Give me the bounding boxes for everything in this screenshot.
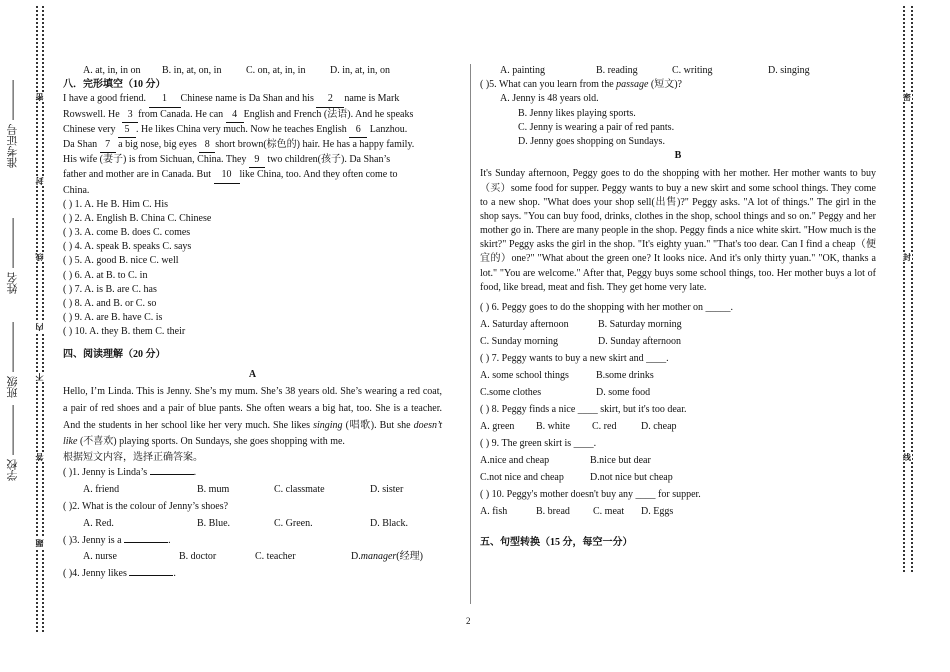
sentence-transformation-title: 五、句型转换（15 分，每空一分） bbox=[480, 537, 633, 548]
name-underline bbox=[13, 218, 14, 268]
cloze-question[interactable]: ( ) 4. A. speak B. speaks C. says bbox=[63, 241, 192, 253]
q3-option-a[interactable]: A. nurse bbox=[83, 551, 117, 563]
cloze-blank-2[interactable]: 2 bbox=[316, 92, 344, 107]
q2-option-d[interactable]: D. Black. bbox=[370, 517, 409, 529]
question-5[interactable] bbox=[480, 78, 876, 92]
question-4[interactable]: ( )4. Jenny likes bbox=[63, 568, 127, 580]
cloze-section-title: 八．完形填空（10 分） bbox=[63, 79, 166, 91]
option-a: A. at, in, in on bbox=[83, 65, 141, 76]
cloze-text: name is Mark bbox=[344, 93, 400, 105]
question-10[interactable]: ( ) 10. Peggy's mother doesn't buy any ____ for supper. bbox=[480, 489, 701, 500]
q1-option-b[interactable]: B. mum bbox=[197, 484, 230, 496]
cloze-question[interactable]: ( ) 1. A. He B. Him C. His bbox=[63, 198, 168, 210]
exam-number-underline bbox=[13, 80, 14, 120]
question-5-suffix: (短文)? bbox=[648, 79, 682, 91]
cloze-text: father and mother are in Canada. But bbox=[63, 169, 211, 181]
q10-option-a[interactable]: A. fish bbox=[480, 506, 508, 517]
previous-question-options bbox=[63, 64, 442, 78]
question-6[interactable]: ( ) 6. Peggy goes to do the shopping with her mother on _____. bbox=[480, 302, 734, 313]
seal-word: 不 bbox=[35, 373, 44, 381]
cloze-passage bbox=[63, 92, 442, 197]
cloze-question[interactable]: ( ) 10. A. they B. them C. their bbox=[63, 326, 186, 338]
cloze-blank-1[interactable]: 1 bbox=[149, 92, 181, 107]
q9-option-a[interactable]: A.nice and cheap bbox=[480, 455, 550, 466]
cloze-question[interactable]: ( ) 9. A. are B. have C. is bbox=[63, 312, 163, 324]
answer-blank-3[interactable] bbox=[124, 542, 168, 543]
passage-b: It's Sunday afternoon, Peggy goes to do the shopping with her mother. Her mother wants to buy（买）some food for supper. Peggy wants to buy a new skirt and some school things. They come to a new shop. "What does your shop sell(出售)?" Peggy asks. "A lot of things." The girl in the shop says. "You can buy food, drinks, clothes in the shop, school things and so on." Peggy and her mother go in. There are many people in the shop. Peggy finds a nice white skirt. "How much is the skirt?" Peggy asks the girl in the shop. "It's eighty yuan." "That's too dear. Can I find a cheap（便宜的）one?" "What about the green one? It looks nice. And it's only thirty yuan." "OK, thanks a lot." "You are welcome." After that, Peggy buys some school things, too. Her mother buys a lot of food, like bread, meat and fish. They get home very late. bbox=[480, 168, 876, 293]
q7-option-c[interactable]: C.some clothes bbox=[480, 387, 542, 398]
cloze-text: China. bbox=[63, 184, 90, 196]
page-number: 2 bbox=[466, 616, 471, 626]
passage-a-text: (唱歌). But she bbox=[342, 419, 414, 431]
cloze-text: Lanzhou. bbox=[369, 123, 408, 135]
q8-option-a[interactable]: A. green bbox=[480, 421, 515, 432]
q3-option-d-prefix: D. bbox=[351, 551, 361, 563]
q8-option-b[interactable]: B. white bbox=[536, 421, 570, 432]
question-5-italic: passage bbox=[616, 79, 649, 91]
q4-option-d[interactable]: D. singing bbox=[768, 65, 810, 76]
q8-option-d[interactable]: D. cheap bbox=[641, 421, 677, 432]
cloze-question[interactable]: ( ) 8. A. and B. or C. so bbox=[63, 298, 157, 309]
exam-number-field bbox=[6, 80, 22, 168]
cloze-blank-4[interactable]: 4 bbox=[226, 108, 244, 123]
name-label: 姓名 bbox=[7, 272, 19, 294]
passage-a-italic: doesn’t like bbox=[63, 419, 442, 448]
seal-word: 密 bbox=[35, 93, 44, 101]
q3-option-d-italic: manager bbox=[360, 551, 397, 563]
question-5-text: ( )5. What can you learn from the bbox=[480, 79, 617, 91]
cloze-question[interactable]: ( ) 2. A. English B. China C. Chinese bbox=[63, 212, 212, 224]
answer-blank-4[interactable] bbox=[129, 575, 173, 576]
q5-option-c[interactable]: C. Jenny is wearing a pair of red pants. bbox=[518, 121, 675, 133]
seal-word: 线 bbox=[35, 253, 44, 261]
seal-word-right: 密 bbox=[902, 93, 912, 101]
cloze-blank-7[interactable]: 7 bbox=[100, 138, 116, 153]
q1-option-a[interactable]: A. friend bbox=[83, 484, 120, 496]
question-7[interactable]: ( ) 7. Peggy wants to buy a new skirt and ____. bbox=[480, 353, 669, 364]
cloze-blank-9[interactable]: 9 bbox=[249, 153, 265, 168]
class-field bbox=[6, 322, 22, 398]
cloze-question[interactable]: ( ) 6. A. at B. to C. in bbox=[63, 269, 148, 281]
q5-option-d[interactable]: D. Jenny goes shopping on Sundays. bbox=[518, 135, 665, 147]
passage-a-italic: singing bbox=[313, 419, 343, 431]
cloze-text: two children(孩子). Da Shan’s bbox=[267, 154, 391, 166]
cloze-text: Da Shan bbox=[63, 138, 98, 150]
q6-option-a[interactable]: A. Saturday afternoon bbox=[480, 319, 569, 330]
seal-word-right: 封 bbox=[902, 253, 912, 261]
q3-option-d-suffix: (经理) bbox=[396, 551, 423, 563]
passage-a-label: A bbox=[248, 368, 257, 380]
question-8[interactable]: ( ) 8. Peggy finds a nice ____ skirt, but it's too dear. bbox=[480, 404, 687, 415]
q2-option-a[interactable]: A. Red. bbox=[83, 517, 114, 529]
name-field bbox=[6, 218, 22, 294]
question-1[interactable]: ( )1. Jenny is Linda’s bbox=[63, 467, 148, 479]
cloze-blank-3[interactable]: 3 bbox=[122, 108, 138, 123]
cloze-text: Chinese name is Da Shan and his bbox=[180, 93, 314, 105]
q7-option-a[interactable]: A. some school things bbox=[480, 370, 569, 381]
q1-option-c[interactable]: C. classmate bbox=[274, 484, 325, 496]
cloze-text: a big nose, big eyes bbox=[118, 138, 197, 150]
cloze-question[interactable]: ( ) 3. A. come B. does C. comes bbox=[63, 227, 191, 239]
school-label: 学校 bbox=[7, 459, 19, 481]
answer-blank-1[interactable] bbox=[150, 474, 194, 475]
class-label: 班级 bbox=[7, 376, 19, 398]
option-c: C. on, at, in, in bbox=[246, 65, 306, 76]
q10-option-b[interactable]: B. bread bbox=[536, 506, 570, 517]
option-b: B. in, at, on, in bbox=[162, 65, 222, 76]
column-divider bbox=[470, 64, 471, 604]
q7-option-b[interactable]: B.some drinks bbox=[596, 370, 654, 381]
q5-option-b[interactable]: B. Jenny likes playing sports. bbox=[518, 107, 636, 119]
q6-option-d[interactable]: D. Sunday afternoon bbox=[598, 336, 682, 347]
exam-number-label: 准考证号 bbox=[7, 124, 19, 168]
cloze-text: Rowswell. He bbox=[63, 108, 120, 120]
left-column: A. at, in, in on B. in, at, on, in C. on, at, in, in D. in, at, in, on 八．完形填空（10 分） I have a good friend. 1 Chinese name is Da Shan and his 2 name is Mark Rowswell. He 3 from Canada. He can 4 English and French (法语). And he speaks Chinese very 5 . He likes China very much. Now he teaches English 6 Lanzhou. Da Shan 7 a big nose, big eyes 8 short brown(棕色的) hair. He has a happy family. His wife (妻子) is from Sichuan, China. They 9 two children(孩子). Da Shan’s father and mother are in Canada. But 10 like China, too. And they often come to China. ( ) 1. A. He B. Him C. His ( ) 2. A. English B. China C. Chinese ( ) 3. A. come B. does C. comes ( ) 4. A. speak B. speaks C. says ( ) 5. A. good B. nice C. well ( ) 6. A. at B. to C. in ( ) 7. A. is B. are C. has ( ) 8. A. and B. or C. so ( ) 9. A. are B. have C. is ( ) 10. A. they B. them C. their 四、阅读理解（20 分） A Hello, I’m Linda. This is Jenny. She’s my mum. She’s 38 years old. She’s wearing a red coat, a pair of red shoes and a pair of blue pants. She often wears a big hat, too. She is a teacher. And the students in her school like her very much. She likes singing (唱歌). But she doesn’t like (不喜欢) playing sports. On Sundays, she goes shopping with me. 根据短文内容，选择正确答案。 ( )1. Jenny is Linda’s . A. friend B. mum C. classmate D. sister ( )2. What is the colour of Jenny’s shoes? A. Red. B. Blue. C. Green. D. Black. ( )3. Jenny is a . A. nurse B. doctor C. teacher D.manager(经理) ( )4. Jenny likes . bbox=[63, 65, 442, 580]
cloze-blank-8[interactable]: 8 bbox=[199, 138, 215, 153]
q6-option-c[interactable]: C. Sunday morning bbox=[480, 336, 559, 347]
cloze-text: I have a good friend. bbox=[63, 93, 147, 105]
q9-option-d[interactable]: D.not nice but cheap bbox=[590, 472, 673, 483]
school-underline bbox=[13, 405, 14, 455]
q4-option-c[interactable]: C. writing bbox=[672, 65, 713, 76]
q7-option-d[interactable]: D. some food bbox=[596, 387, 651, 398]
option-d: D. in, at, in, on bbox=[330, 65, 390, 76]
passage-a-text: (不喜欢) playing sports. On Sundays, she goes shopping with me. bbox=[77, 436, 345, 448]
seal-word-right: 线 bbox=[902, 453, 912, 461]
question-3[interactable]: ( )3. Jenny is a bbox=[63, 534, 122, 546]
cloze-question-list bbox=[63, 198, 442, 340]
q8-option-c[interactable]: C. red bbox=[592, 421, 617, 432]
q3-option-d[interactable] bbox=[351, 549, 423, 566]
cloze-text: His wife (妻子) is from Sichuan, China. They bbox=[63, 154, 247, 166]
cloze-question[interactable]: ( ) 7. A. is B. are C. has bbox=[63, 283, 157, 295]
right-column bbox=[480, 64, 876, 550]
q9-option-c[interactable]: C.not nice and cheap bbox=[480, 472, 564, 483]
q2-option-b[interactable]: B. Blue. bbox=[197, 517, 231, 529]
cloze-question[interactable]: ( ) 5. A. good B. nice C. well bbox=[63, 255, 179, 267]
school-field bbox=[6, 405, 22, 481]
q6-option-b[interactable]: B. Saturday morning bbox=[598, 319, 682, 330]
cloze-blank-10[interactable]: 10 bbox=[214, 168, 240, 183]
cloze-blank-6[interactable]: 6 bbox=[349, 123, 367, 138]
q2-option-c[interactable]: C. Green. bbox=[274, 517, 313, 529]
seal-word: 题 bbox=[35, 539, 44, 547]
question-2[interactable]: ( )2. What is the colour of Jenny’s shoes? bbox=[63, 500, 229, 512]
cloze-text: from Canada. He can bbox=[138, 108, 224, 120]
seal-word: 内 bbox=[35, 323, 44, 331]
q4-option-b[interactable]: B. reading bbox=[596, 65, 638, 76]
passage-a bbox=[63, 384, 442, 451]
q4-option-a[interactable]: A. painting bbox=[500, 65, 545, 76]
cloze-text: . He likes China very much. Now he teaches English bbox=[136, 123, 347, 135]
reading-section-title: 四、阅读理解（20 分） bbox=[63, 348, 166, 360]
reading-instruction: 根据短文内容，选择正确答案。 bbox=[63, 452, 203, 464]
q3-option-c[interactable]: C. teacher bbox=[255, 551, 296, 563]
q10-option-c[interactable]: C. meat bbox=[593, 506, 625, 517]
q10-option-d[interactable]: D. Eggs bbox=[641, 506, 674, 517]
binding-dotted-line-right-inner bbox=[911, 6, 913, 572]
q1-option-d[interactable]: D. sister bbox=[370, 484, 404, 496]
passage-b-label: B bbox=[674, 150, 682, 162]
class-underline bbox=[13, 322, 14, 372]
seal-word: 封 bbox=[35, 177, 44, 185]
cloze-text: short brown(棕色的) hair. He has a happy family. bbox=[215, 138, 415, 150]
cloze-text: Chinese very bbox=[63, 123, 116, 135]
cloze-text: like China, too. And they often come to bbox=[239, 169, 398, 181]
q5-option-a[interactable]: A. Jenny is 48 years old. bbox=[500, 93, 599, 105]
seal-word: 答 bbox=[35, 453, 44, 461]
q9-option-b[interactable]: B.nice but dear bbox=[590, 455, 651, 466]
question-9[interactable]: ( ) 9. The green skirt is ____. bbox=[480, 438, 597, 449]
passage-a-text: Hello, I’m Linda. This is Jenny. She’s my mum. She’s 38 years old. She’s wearing a red coat, a pair of red shoes and a pair of blue pants. She often wears a big hat, too. She is a teacher. And the students in her school like her very much. She likes bbox=[63, 385, 442, 431]
cloze-text: English and French (法语). And he speaks bbox=[243, 108, 414, 120]
binding-dotted-line-right bbox=[903, 6, 905, 572]
q3-option-b[interactable]: B. doctor bbox=[179, 551, 217, 563]
cloze-blank-5[interactable]: 5 bbox=[118, 123, 136, 138]
